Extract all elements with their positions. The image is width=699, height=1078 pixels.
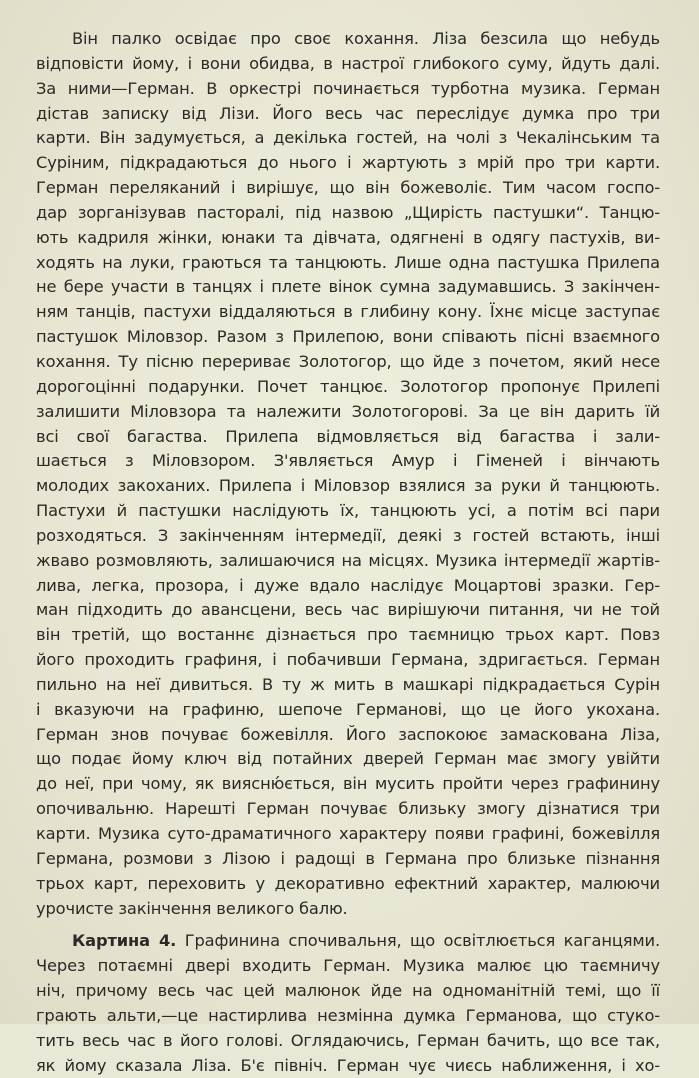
text-line: Через потаємні двері входить Герман. Музика малює цю таємничу [36,956,660,976]
text-line: Пастухи й пастушки наслідують їх, танцюють усі, а потім всі пари [36,501,660,521]
text-line: до неї, при чому, як виясню́ється, він мусить пройти через графинину [36,774,660,794]
text-line: кохання. Ту пісню перериває Золотогор, що йде з почетом, який несе [36,351,660,371]
text-line: ман підходить до авансцени, весь час вирішуючи питання, чи не той [36,600,660,620]
paragraph-gap [36,921,660,929]
page-text [36,27,660,1078]
text-line: що подає йому ключ від потайних дверей Герман має змогу увійти [36,749,660,769]
text-line: Він палко освідає про своє кохання. Ліза безсила що небудь [72,29,660,48]
paragraph-1 [36,27,660,921]
text-line: він третій, що востаннє дізнається про таємницю трьох карт. Повз [36,625,660,645]
text-line: Суріним, підкрадаються до нього і жартують з мрій про три карти. [36,153,660,173]
text-line: дорогоцінні подарунки. Почет танцює. Золотогор пропонує Прилепі [36,376,660,396]
text-line: карти. Музика суто-драматичного характеру появи графині, божевілля [36,824,660,843]
text-line: всі свої багаства. Прилепа відмовляється від багаства і зали- [36,426,660,446]
text-line: ходять на луки, граються та танцюють. Лише одна пастушка Прилепа [36,252,660,272]
text-line [36,929,660,954]
text-line: розходяться. З закінченням інтермедії, деякі з гостей встають, інші [36,525,660,545]
text-line: шається з Міловзором. З'являється Амур і Гіменей і вінчають [36,451,660,471]
text-line: його проходить графиня, і побачивши Германа, здригається. Герман [36,650,660,670]
text-line: пильно на неї дивиться. В ту ж мить в машкарі підкрадається Сурін [36,674,660,694]
text-line: залишити Міловзора та належити Золотогорові. За це він дарить їй [36,401,660,421]
text-line: дістав записку від Лізи. Його весь час переслідує думка про три [36,103,660,123]
text-line: тить весь час в його голові. Оглядаючись, Герман бачить, що все так, [36,1030,660,1050]
text-line: пастушок Міловзор. Разом з Прилепою, вони співають пісні взаємного [36,327,660,347]
text-line: молодих закоханих. Прилепа і Міловзор взялися за руки й танцюють. [36,476,660,496]
text-line: опочивальню. Нарешті Герман почуває близьку змогу дізнатися три [36,799,660,819]
scene-heading: Картина 4. [72,931,177,951]
text-line: лива, легка, прозора, і дуже вдало наслідує Моцартові зразки. Гер- [36,575,660,595]
text-line: відповісти йому, і вони обидва, в настрої глибокого суму, йдуть далі. [36,53,660,73]
text-line: ють кадриля жінки, юнаки та дівчата, одягнені в одягу пастухів, ви- [36,227,660,247]
paragraph-2 [36,929,660,1078]
text-line: жваво розмовляють, залишаючися на місцях. Музика інтермедії жартів- [36,550,660,570]
text-line: За ними—Герман. В оркестрі починається турботна музика. Герман [36,78,660,98]
text-line: Герман переляканий і вирішує, що він божеволіє. Тим часом госпо- [36,178,660,198]
text-line: і вказуючи на графиню, шепоче Германові, що це його укохана. [36,699,660,719]
text-line: грають альти,—це настирлива незмінна думка Германова, що стуко- [36,1005,660,1025]
text-line: трьох карт, переховить у декоративно ефектний характер, малюючи [36,873,660,893]
text-line: не бере участи в танцях і плете вінок сумна задумавшись. З закінчен- [36,277,660,297]
text-line: Германа, розмови з Лізою і радощі в Германа про близьке пізнання [36,848,660,868]
text-line: урочисте закінчення великого балю. [36,898,348,918]
text-line: як йому сказала Ліза. Б'є північ. Герман чує чиєсь наближення, і хо- [36,1055,660,1075]
text-line-rest: Графинина спочивальня, що освітлюється каганцями. [184,931,660,951]
text-line: ніч, причому весь час цей малюнок йде на одноманітній темі, що її [36,981,660,1001]
text-line: ням танців, пастухи віддаляються в глибину кону. Їхнє місце заступає [36,302,660,322]
text-line: карти. Він задумується, а декілька гостей, на чолі з Чекалінським та [36,128,660,148]
text-line: Герман знов почуває божевілля. Його заспокоює замаскована Ліза, [36,724,660,744]
text-line: дар зорганізував пасторалі, під назвою „Щирість пастушки“. Танцю- [36,202,660,222]
